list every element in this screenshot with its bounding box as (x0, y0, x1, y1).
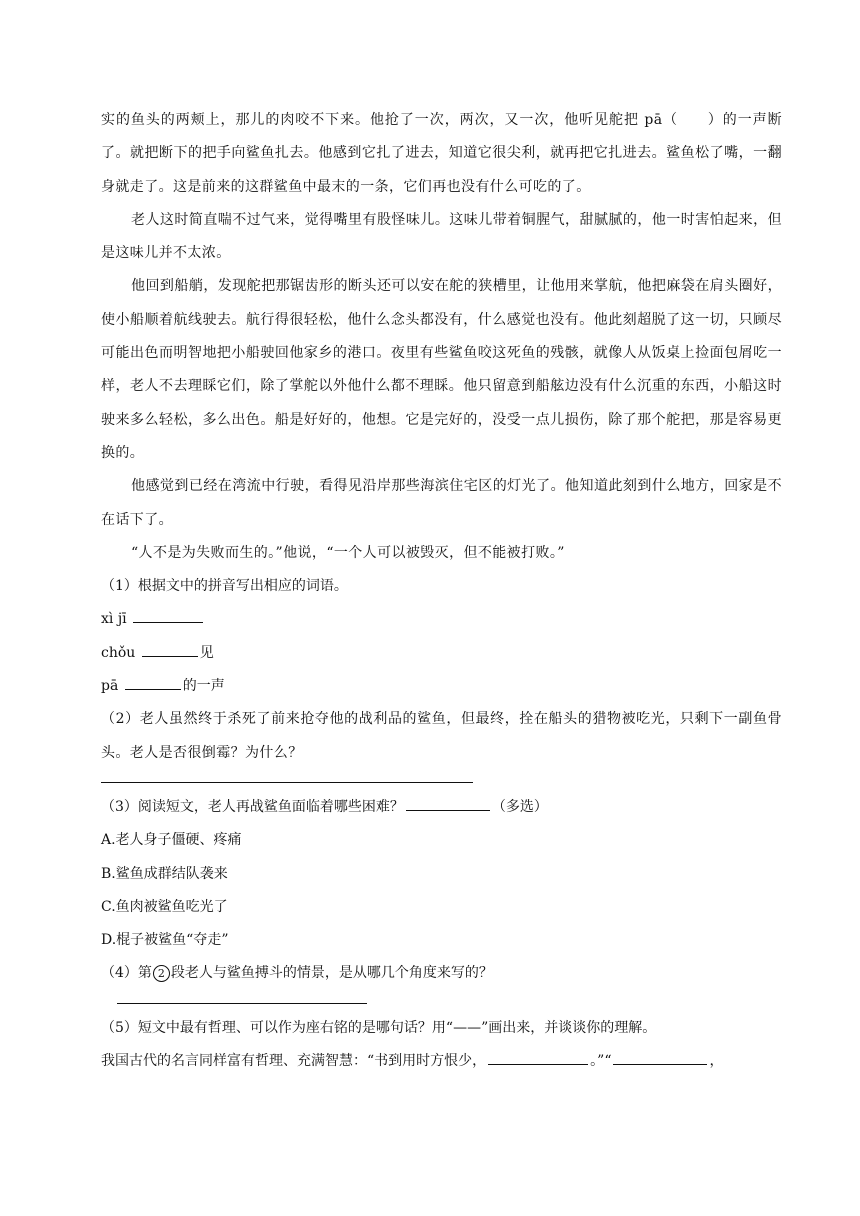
option-d: D.棍子被鲨鱼“夺走” (101, 932, 229, 949)
answer-blank[interactable] (406, 794, 490, 811)
answer-blank[interactable] (133, 606, 203, 623)
question-4-suffix: 段老人与鲨鱼搏斗的情景，是从哪几个角度来写的？ (170, 965, 493, 982)
option-a: A.老人身子僵硬、疼痛 (101, 832, 242, 849)
question-1-item-3 (101, 670, 782, 703)
quote-text: 。”“ (590, 1053, 612, 1070)
answer-blank[interactable] (125, 673, 181, 690)
passage-paragraph-1: 实的鱼头的两颊上，那儿的肉咬不下来。他抢了一次，两次，又一次，他听见舵把 pā（ ）的一声断了。就把断下的把手向鲨鱼扎去。他感到它扎了进去，知道它很尖利，就再把它扎进去。鲨鱼松了嘴，一翻身就走了。这是前来的这群鲨鱼中最末的一条，它们再也没有什么可吃的了。 (101, 112, 782, 195)
question-2-prompt: （2）老人虽然终于杀死了前来抢夺他的战利品的鲨鱼，但最终，拴在船头的猎物被吃光，只剩下一副鱼骨头。老人是否很倒霉？为什么？ (101, 711, 782, 761)
answer-line[interactable] (117, 1003, 367, 1004)
answer-blank[interactable] (613, 1048, 707, 1065)
answer-line[interactable] (101, 782, 473, 783)
circled-number: 2 (153, 965, 170, 982)
question-1-item-2 (101, 637, 782, 670)
question-1-prompt: （1）根据文中的拼音写出相应的词语。 (101, 578, 348, 595)
passage-paragraph-5: “人不是为失败而生的。”他说，“一个人可以被毁灭，但不能被打败。” (131, 544, 565, 561)
passage-paragraph-2: 老人这时简直喘不过气来，觉得嘴里有股怪味儿。这味儿带着铜腥气，甜腻腻的，他一时害怕起来，但是这味儿并不太浓。 (101, 211, 782, 262)
option-b: B.鲨鱼成群结队袭来 (101, 865, 228, 882)
question-3-suffix: （多选） (491, 798, 548, 815)
pinyin-label: pā (101, 678, 119, 695)
quote-text: 我国古代的名言同样富有哲理、充满智慧：“书到用时方恨少， (101, 1053, 487, 1070)
item-suffix: 的一声 (182, 678, 225, 695)
option-c: C.鱼肉被鲨鱼吃光了 (101, 898, 228, 915)
quote-text: ， (709, 1053, 724, 1070)
pinyin-label: xì jī (101, 611, 127, 628)
question-4-prompt (101, 957, 782, 990)
question-5-quote (101, 1045, 782, 1078)
question-1-item-1 (101, 603, 782, 636)
answer-blank[interactable] (488, 1048, 588, 1065)
item-suffix: 见 (199, 644, 214, 661)
passage-paragraph-4: 他感觉到已经在湾流中行驶，看得见沿岸那些海滨住宅区的灯光了。他知道此刻到什么地方，回家是不在话下了。 (101, 478, 782, 528)
question-3-prompt (101, 791, 782, 824)
pinyin-label: chǒu (101, 644, 136, 661)
question-4-text: （4）第 (101, 965, 152, 982)
question-3-text: （3）阅读短文，老人再战鲨鱼面临着哪些困难？ (101, 798, 404, 815)
question-5-prompt: （5）短文中最有哲理、可以作为座右铭的是哪句话？用“——”画出来，并谈谈你的理解。 (101, 1019, 657, 1036)
document-content (101, 104, 782, 1078)
answer-blank[interactable] (142, 640, 198, 657)
passage-paragraph-3: 他回到船艄，发现舵把那锯齿形的断头还可以安在舵的狭槽里，让他用来掌航，他把麻袋在肩头圈好，使小船顺着航线驶去。航行得很轻松，他什么念头都没有，什么感觉也没有。他此刻超脱了这一切，只顾尽可能出色而明智地把小船驶回他家乡的港口。夜里有些鲨鱼咬这死鱼的残骸，就像人从饭桌上捡面包屑吃一样，老人不去理睬它们，除了掌舵以外他什么都不理睬。他只留意到船舷边没有什么沉重的东西，小船这时驶来多么轻松，多么出色。船是好好的，他想。它是完好的，没受一点儿损伤，除了那个舵把，那是容易更换的。 (101, 278, 782, 461)
